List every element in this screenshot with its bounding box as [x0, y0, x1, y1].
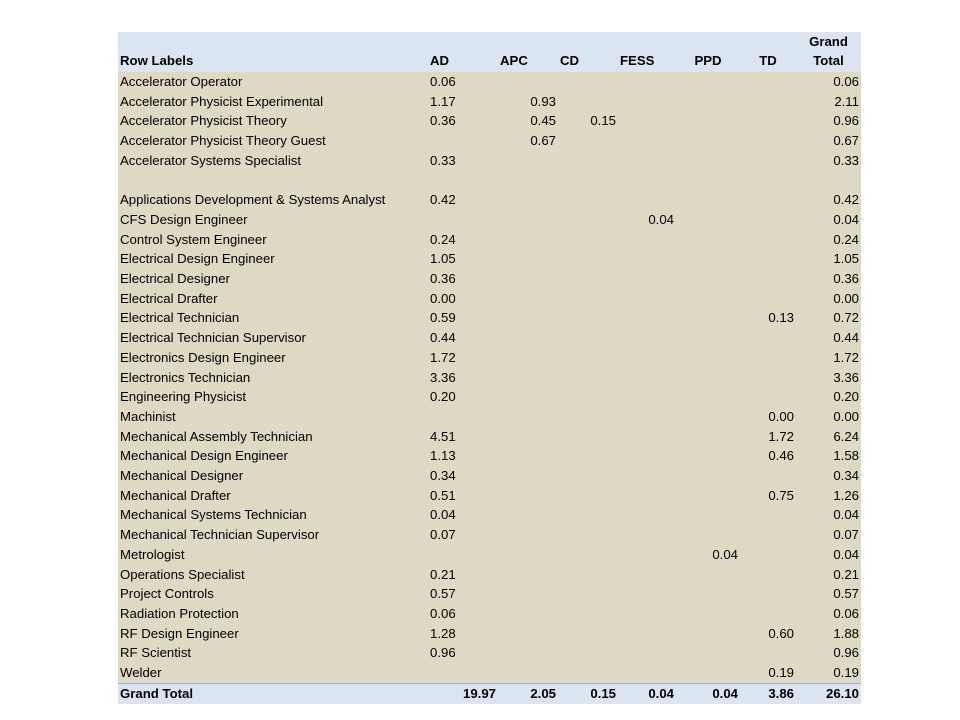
grand-total-row [118, 683, 861, 704]
cell-ppd [676, 348, 740, 368]
cell-fess [618, 111, 676, 131]
cell-ppd [676, 210, 740, 230]
header-cd[interactable]: CD [560, 53, 580, 68]
cell-total: 0.06 [833, 605, 859, 621]
row-label: Electrical Technician [120, 310, 240, 326]
table-row[interactable] [118, 111, 861, 131]
row-label: Mechanical Systems Technician [120, 507, 307, 523]
cell-td: 0.13 [768, 310, 794, 326]
cell-total: 1.26 [833, 487, 859, 503]
cell-ppd [676, 230, 740, 250]
cell-ppd [676, 308, 740, 328]
cell-td [740, 131, 796, 151]
cell-td [740, 289, 796, 309]
cell-fess [618, 446, 676, 466]
table-row[interactable] [118, 92, 861, 112]
cell-cd [558, 466, 618, 486]
cell-ad: 1.05 [430, 251, 456, 267]
cell-fess [618, 249, 676, 269]
row-label: Accelerator Systems Specialist [120, 152, 302, 168]
cell-td: 0.19 [768, 665, 794, 681]
cell-ad [428, 407, 498, 427]
cell-total: 0.21 [833, 566, 859, 582]
cell-ppd [676, 249, 740, 269]
table-row[interactable] [118, 624, 861, 644]
cell-td [740, 368, 796, 388]
table-row[interactable] [118, 604, 861, 624]
grand-total-td: 3.86 [768, 686, 794, 702]
cell-fess [618, 584, 676, 604]
cell-cd: 0.15 [590, 113, 616, 129]
cell-total: 0.07 [833, 527, 859, 543]
cell-apc [498, 171, 558, 210]
header-row [118, 32, 861, 72]
cell-td: 1.72 [768, 428, 794, 444]
cell-cd [558, 210, 618, 230]
table-row[interactable] [118, 486, 861, 506]
cell-cd [558, 446, 618, 466]
cell-td [740, 92, 796, 112]
cell-ppd [676, 643, 740, 663]
cell-ad: 0.36 [430, 271, 456, 287]
cell-fess [618, 663, 676, 683]
table-row[interactable] [118, 171, 861, 210]
cell-total: 3.36 [833, 369, 859, 385]
cell-cd [558, 643, 618, 663]
cell-ppd [676, 289, 740, 309]
table-row[interactable] [118, 131, 861, 151]
grand-total-label: Grand Total [120, 686, 194, 702]
cell-apc [498, 289, 558, 309]
row-label: Accelerator Physicist Theory Guest [120, 133, 326, 149]
cell-apc [498, 269, 558, 289]
cell-cd [558, 624, 618, 644]
cell-fess: 0.04 [648, 211, 674, 227]
cell-apc [498, 368, 558, 388]
row-label: Electronics Technician [120, 369, 251, 385]
cell-apc [498, 446, 558, 466]
cell-fess [618, 72, 676, 92]
cell-fess [618, 151, 676, 171]
cell-fess [618, 604, 676, 624]
cell-cd [558, 368, 618, 388]
cell-apc [498, 407, 558, 427]
cell-total: 0.20 [833, 389, 859, 405]
cell-total: 0.96 [833, 645, 859, 661]
cell-ppd [676, 525, 740, 545]
row-label: Electronics Design Engineer [120, 349, 286, 365]
cell-ppd [676, 446, 740, 466]
cell-ppd [676, 584, 740, 604]
cell-apc [498, 387, 558, 407]
cell-td [740, 505, 796, 525]
cell-total: 0.33 [833, 152, 859, 168]
cell-ad [428, 210, 498, 230]
cell-cd [558, 407, 618, 427]
cell-ppd [676, 92, 740, 112]
table-row[interactable] [118, 348, 861, 368]
cell-cd [558, 663, 618, 683]
table-row[interactable] [118, 663, 861, 683]
grand-total-ad: 19.97 [462, 686, 496, 702]
cell-cd [558, 348, 618, 368]
cell-apc [498, 643, 558, 663]
cell-total: 0.34 [833, 468, 859, 484]
cell-ad [428, 663, 498, 683]
row-label: RF Scientist [120, 645, 192, 661]
cell-td [740, 111, 796, 131]
cell-total: 6.24 [833, 428, 859, 444]
cell-fess [618, 407, 676, 427]
cell-apc [498, 545, 558, 565]
cell-fess [618, 171, 676, 210]
cell-ad: 0.44 [430, 330, 456, 346]
header-apc[interactable]: APC [500, 53, 528, 68]
table-row[interactable] [118, 249, 861, 269]
cell-ad: 0.06 [430, 74, 456, 89]
cell-td [740, 249, 796, 269]
cell-td [740, 545, 796, 565]
row-label: Mechanical Drafter [120, 487, 231, 503]
cell-ppd [676, 663, 740, 683]
cell-total: 0.42 [833, 192, 859, 208]
cell-td [740, 565, 796, 585]
cell-cd [558, 151, 618, 171]
cell-ad: 0.36 [430, 113, 456, 129]
row-label: Mechanical Assembly Technician [120, 428, 313, 444]
cell-total: 0.24 [833, 231, 859, 247]
cell-fess [618, 545, 676, 565]
cell-td [740, 643, 796, 663]
cell-apc [498, 565, 558, 585]
grand-total-cd: 0.15 [590, 686, 616, 702]
cell-ppd [676, 466, 740, 486]
header-grand-line1: Grand [809, 34, 848, 49]
grand-total-ppd: 0.04 [712, 686, 738, 702]
cell-apc [498, 663, 558, 683]
cell-ad: 0.51 [430, 487, 456, 503]
cell-ppd [676, 505, 740, 525]
cell-total: 0.04 [833, 546, 859, 562]
cell-ppd [676, 328, 740, 348]
cell-fess [618, 230, 676, 250]
cell-apc [498, 525, 558, 545]
cell-ad: 0.21 [430, 566, 456, 582]
cell-ad [428, 131, 498, 151]
cell-fess [618, 486, 676, 506]
cell-ppd [676, 486, 740, 506]
row-label: Engineering Physicist [120, 389, 247, 405]
cell-ad: 3.36 [430, 369, 456, 385]
cell-total: 0.96 [833, 113, 859, 129]
table-row[interactable] [118, 446, 861, 466]
row-label: Accelerator Operator [120, 74, 243, 89]
cell-apc [498, 230, 558, 250]
cell-total: 0.19 [833, 665, 859, 681]
table-body [118, 72, 861, 683]
cell-ppd [676, 624, 740, 644]
table-row[interactable] [118, 387, 861, 407]
table-row[interactable] [118, 525, 861, 545]
cell-ad: 0.00 [430, 290, 456, 306]
cell-ppd [676, 427, 740, 447]
header-row-labels[interactable]: Row Labels [120, 53, 194, 68]
cell-apc [498, 249, 558, 269]
table-row[interactable] [118, 269, 861, 289]
cell-ppd [676, 407, 740, 427]
cell-ppd [676, 269, 740, 289]
row-label: Radiation Protection [120, 605, 239, 621]
cell-td [740, 269, 796, 289]
cell-cd [558, 308, 618, 328]
cell-ad: 0.07 [430, 527, 456, 543]
table-row[interactable] [118, 643, 861, 663]
row-label: Project Controls [120, 586, 214, 602]
cell-total: 1.58 [833, 448, 859, 464]
cell-fess [618, 308, 676, 328]
cell-ppd [676, 111, 740, 131]
row-label: Electrical Technician Supervisor [120, 330, 306, 346]
table-row[interactable] [118, 368, 861, 388]
cell-ppd [676, 387, 740, 407]
cell-total: 0.72 [833, 310, 859, 326]
cell-fess [618, 131, 676, 151]
cell-cd [558, 171, 618, 210]
pivot-table [118, 32, 861, 704]
cell-fess [618, 525, 676, 545]
cell-total: 0.00 [833, 408, 859, 424]
cell-total: 0.67 [833, 133, 859, 149]
cell-ad [428, 545, 498, 565]
table-row[interactable] [118, 210, 861, 230]
cell-apc [498, 348, 558, 368]
cell-ad: 0.42 [430, 192, 456, 208]
cell-fess [618, 427, 676, 447]
cell-apc [498, 624, 558, 644]
cell-td [740, 230, 796, 250]
cell-total: 1.05 [833, 251, 859, 267]
table-row[interactable] [118, 466, 861, 486]
cell-td [740, 584, 796, 604]
cell-ad: 0.04 [430, 507, 456, 523]
cell-ad: 1.17 [430, 93, 456, 109]
cell-ad: 0.34 [430, 468, 456, 484]
table-row[interactable] [118, 505, 861, 525]
grand-total-value: 26.10 [825, 686, 859, 702]
cell-td [740, 72, 796, 92]
row-label: Welder [120, 665, 162, 681]
cell-ppd [676, 151, 740, 171]
cell-td [740, 151, 796, 171]
header-fess[interactable]: FESS [620, 53, 655, 68]
row-label: Applications Development & Systems Analyst [120, 192, 386, 208]
cell-apc [498, 328, 558, 348]
cell-cd [558, 269, 618, 289]
row-label: Electrical Design Engineer [120, 251, 275, 267]
table-row[interactable] [118, 72, 861, 92]
cell-fess [618, 466, 676, 486]
cell-cd [558, 486, 618, 506]
cell-cd [558, 584, 618, 604]
cell-ppd [676, 72, 740, 92]
cell-total: 0.06 [833, 74, 859, 89]
row-label: Electrical Designer [120, 271, 230, 287]
cell-ppd [676, 565, 740, 585]
cell-cd [558, 230, 618, 250]
cell-ad: 0.96 [430, 645, 456, 661]
cell-apc [498, 466, 558, 486]
table-row[interactable] [118, 328, 861, 348]
row-label: Mechanical Designer [120, 468, 244, 484]
cell-fess [618, 505, 676, 525]
row-label: Accelerator Physicist Theory [120, 113, 287, 129]
row-label: Mechanical Design Engineer [120, 448, 288, 464]
table-row[interactable] [118, 151, 861, 171]
cell-apc [498, 604, 558, 624]
table-row[interactable] [118, 584, 861, 604]
cell-cd [558, 427, 618, 447]
cell-ppd: 0.04 [712, 546, 738, 562]
cell-fess [618, 269, 676, 289]
cell-ppd [676, 368, 740, 388]
cell-apc [498, 486, 558, 506]
row-label: Operations Specialist [120, 566, 245, 582]
cell-cd [558, 525, 618, 545]
cell-ad: 0.33 [430, 152, 456, 168]
cell-td [740, 348, 796, 368]
cell-fess [618, 348, 676, 368]
cell-total: 0.04 [833, 507, 859, 523]
cell-apc: 0.93 [530, 93, 556, 109]
cell-apc: 0.67 [530, 133, 556, 149]
cell-td [740, 210, 796, 230]
cell-ad: 1.72 [430, 349, 456, 365]
row-label: Mechanical Technician Supervisor [120, 527, 320, 543]
cell-ppd [676, 171, 740, 210]
cell-ad: 1.13 [430, 448, 456, 464]
cell-td [740, 466, 796, 486]
row-label: Electrical Drafter [120, 290, 218, 306]
cell-td [740, 171, 796, 210]
cell-total: 0.00 [833, 290, 859, 306]
cell-apc: 0.45 [530, 113, 556, 129]
cell-cd [558, 505, 618, 525]
cell-td: 0.46 [768, 448, 794, 464]
cell-apc [498, 308, 558, 328]
cell-total: 0.57 [833, 586, 859, 602]
cell-cd [558, 289, 618, 309]
row-label: Metrologist [120, 546, 185, 562]
grand-total-apc: 2.05 [530, 686, 556, 702]
cell-apc [498, 505, 558, 525]
cell-cd [558, 545, 618, 565]
row-label: Machinist [120, 408, 176, 424]
cell-ad: 0.59 [430, 310, 456, 326]
cell-fess [618, 92, 676, 112]
table-row[interactable] [118, 289, 861, 309]
row-label: CFS Design Engineer [120, 211, 248, 227]
cell-apc [498, 427, 558, 447]
cell-fess [618, 643, 676, 663]
cell-total: 0.04 [833, 211, 859, 227]
cell-ad: 0.06 [430, 605, 456, 621]
cell-cd [558, 92, 618, 112]
cell-cd [558, 328, 618, 348]
cell-apc [498, 72, 558, 92]
cell-td [740, 387, 796, 407]
cell-apc [498, 210, 558, 230]
table-row[interactable] [118, 407, 861, 427]
cell-fess [618, 368, 676, 388]
cell-cd [558, 249, 618, 269]
cell-total: 0.44 [833, 330, 859, 346]
cell-total: 1.88 [833, 625, 859, 641]
cell-td [740, 525, 796, 545]
grand-total-fess: 0.04 [648, 686, 674, 702]
cell-total: 0.36 [833, 271, 859, 287]
cell-cd [558, 604, 618, 624]
table-row[interactable] [118, 565, 861, 585]
cell-fess [618, 624, 676, 644]
header-grand-total[interactable] [796, 32, 861, 72]
row-label: Control System Engineer [120, 231, 267, 247]
cell-ad: 0.20 [430, 389, 456, 405]
cell-cd [558, 387, 618, 407]
cell-td: 0.00 [768, 408, 794, 424]
cell-ad: 0.57 [430, 586, 456, 602]
cell-td: 0.60 [768, 625, 794, 641]
cell-cd [558, 72, 618, 92]
header-ppd[interactable]: PPD [694, 53, 722, 68]
header-ad[interactable]: AD [430, 53, 450, 68]
cell-td [740, 328, 796, 348]
header-grand-line2: Total [813, 53, 844, 68]
cell-fess [618, 328, 676, 348]
cell-ad: 1.28 [430, 625, 456, 641]
header-td[interactable]: TD [759, 53, 777, 68]
cell-total: 2.11 [834, 93, 859, 109]
cell-td: 0.75 [768, 487, 794, 503]
table-row[interactable] [118, 308, 861, 328]
cell-ppd [676, 131, 740, 151]
cell-fess [618, 289, 676, 309]
cell-fess [618, 387, 676, 407]
table-row[interactable] [118, 545, 861, 565]
table-row[interactable] [118, 427, 861, 447]
cell-total: 1.72 [833, 349, 859, 365]
cell-td [740, 604, 796, 624]
row-label: RF Design Engineer [120, 625, 239, 641]
row-label: Accelerator Physicist Experimental [120, 93, 324, 109]
cell-cd [558, 565, 618, 585]
cell-ad: 0.24 [430, 231, 456, 247]
cell-ad: 4.51 [430, 428, 456, 444]
table-row[interactable] [118, 230, 861, 250]
cell-fess [618, 565, 676, 585]
cell-cd [558, 131, 618, 151]
cell-apc [498, 151, 558, 171]
cell-ppd [676, 604, 740, 624]
cell-apc [498, 584, 558, 604]
